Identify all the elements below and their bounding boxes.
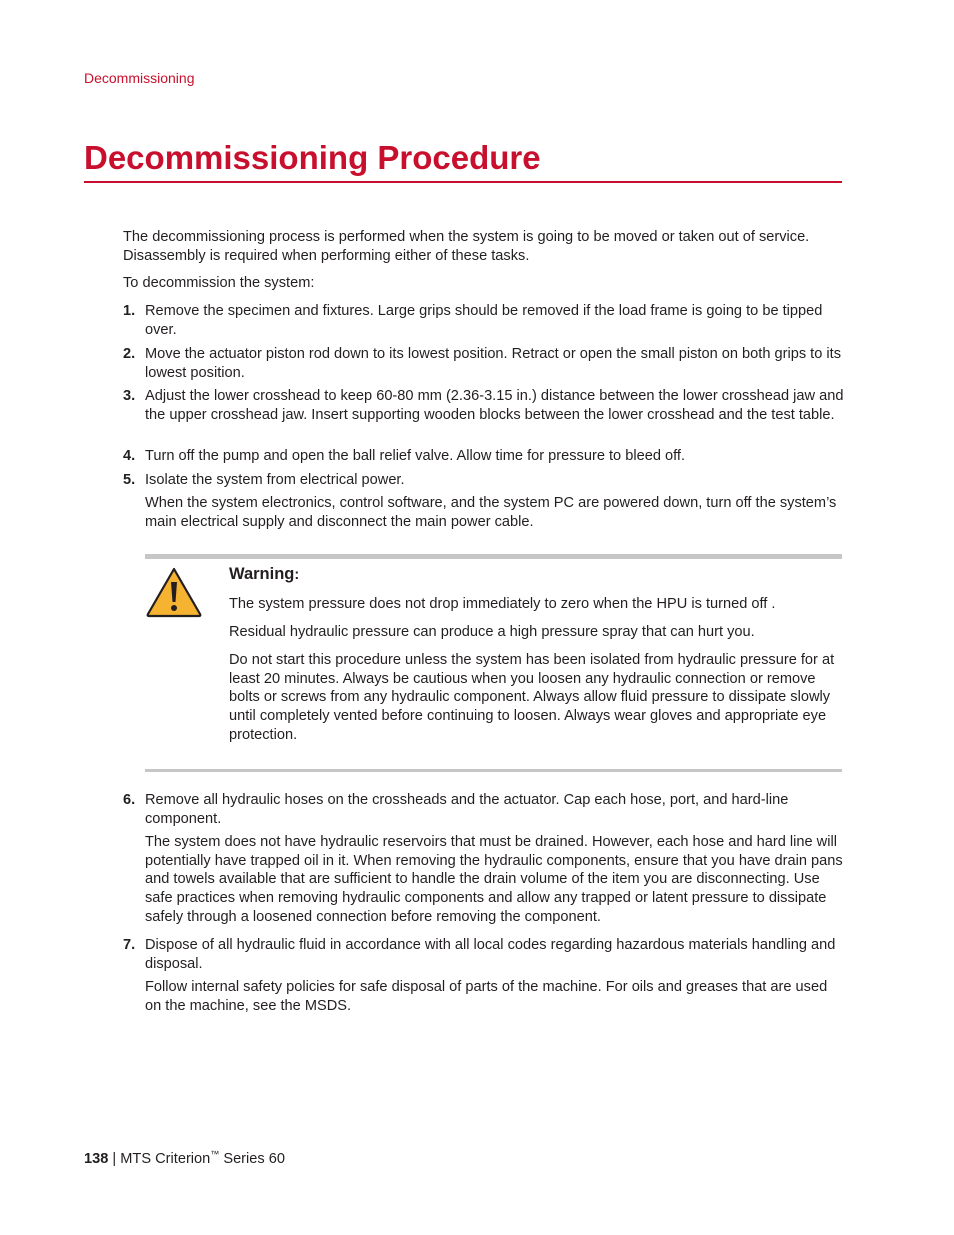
footer-series: Series 60 [219, 1151, 285, 1167]
warning-paragraph: Do not start this procedure unless the system has been isolated from hydraulic pressure for at least 20 minutes. Always be cautious when you loosen any hydraulic connection or remove bolts or screws from any hydraulic component. Always allow fluid pressure to dissipate slowly until completely vented before continuing to loosen. Always wear gloves and appropriate eye protection. [229, 652, 835, 743]
step-6 [123, 791, 844, 828]
step-number: 2. [123, 346, 136, 362]
step-text: Remove all hydraulic hoses on the crossheads and the actuator. Cap each hose, port, and hard-line component. [145, 792, 789, 827]
page-number: 138 [84, 1151, 109, 1167]
page-title: Decommissioning Procedure [84, 139, 541, 176]
footer-separator: | [108, 1151, 121, 1167]
step-2 [123, 345, 844, 382]
title-rule [84, 181, 842, 183]
step-number: 1. [123, 303, 136, 319]
warning-paragraph: The system pressure does not drop immediately to zero when the HPU is turned off . [229, 596, 776, 612]
trademark-symbol: ™ [210, 1149, 220, 1159]
step-3 [123, 387, 844, 424]
page-footer [84, 1149, 285, 1167]
step-text: Remove the specimen and fixtures. Large grips should be removed if the load frame is going to be tipped over. [145, 303, 823, 338]
step-4 [123, 447, 844, 466]
step-7 [123, 936, 844, 973]
step-number: 3. [123, 388, 136, 404]
step-7-note: Follow internal safety policies for safe disposal of parts of the machine. For oils and greases that are used on the machine, see the MSDS. [145, 979, 828, 1014]
step-number: 4. [123, 448, 136, 464]
step-number: 7. [123, 937, 136, 953]
step-text: Isolate the system from electrical power. [145, 472, 405, 488]
step-text: Adjust the lower crosshead to keep 60-80 mm (2.36-3.15 in.) distance between the lower crosshead jaw and the upper crosshead jaw. Insert supporting wooden blocks between the lower crosshead and the test table. [145, 388, 844, 423]
step-5 [123, 471, 844, 490]
intro-paragraph: The decommissioning process is performed when the system is going to be moved or taken out of service. Disassembly is required when performing either of these tasks. [123, 229, 810, 264]
step-5-note: When the system electronics, control software, and the system PC are powered down, turn off the system’s main electrical supply and disconnect the main power cable. [145, 495, 837, 530]
step-6-note: The system does not have hydraulic reservoirs that must be drained. However, each hose and hard line will potentially have trapped oil in it. When removing the hydraulic components, ensure that you have drain pans and towels available that are sufficient to handle the drain volume of the item you are disconnecting. Use safe practices when removing hydraulic components and allow any trapped or latent pressure to dissipate safely through a loosened connection before removing the component. [145, 834, 843, 925]
step-number: 6. [123, 792, 136, 808]
running-header: Decommissioning [84, 70, 195, 86]
step-text: Turn off the pump and open the ball relief valve. Allow time for pressure to bleed off. [145, 448, 686, 464]
warning-triangle-icon [145, 566, 203, 618]
step-text: Dispose of all hydraulic fluid in accordance with all local codes regarding hazardous materials handling and disposal. [145, 937, 836, 972]
warning-paragraph: Residual hydraulic pressure can produce a high pressure spray that can hurt you. [229, 624, 755, 640]
step-text: Move the actuator piston rod down to its lowest position. Retract or open the small piston on both grips to its lowest position. [145, 346, 842, 381]
step-number: 5. [123, 472, 136, 488]
intro-lead: To decommission the system: [123, 275, 315, 291]
step-1 [123, 302, 844, 339]
warning-rule-top [145, 554, 842, 559]
warning-rule-bottom [145, 769, 842, 772]
footer-product: MTS Criterion [120, 1151, 211, 1167]
warning-heading: Warning: [229, 565, 300, 583]
